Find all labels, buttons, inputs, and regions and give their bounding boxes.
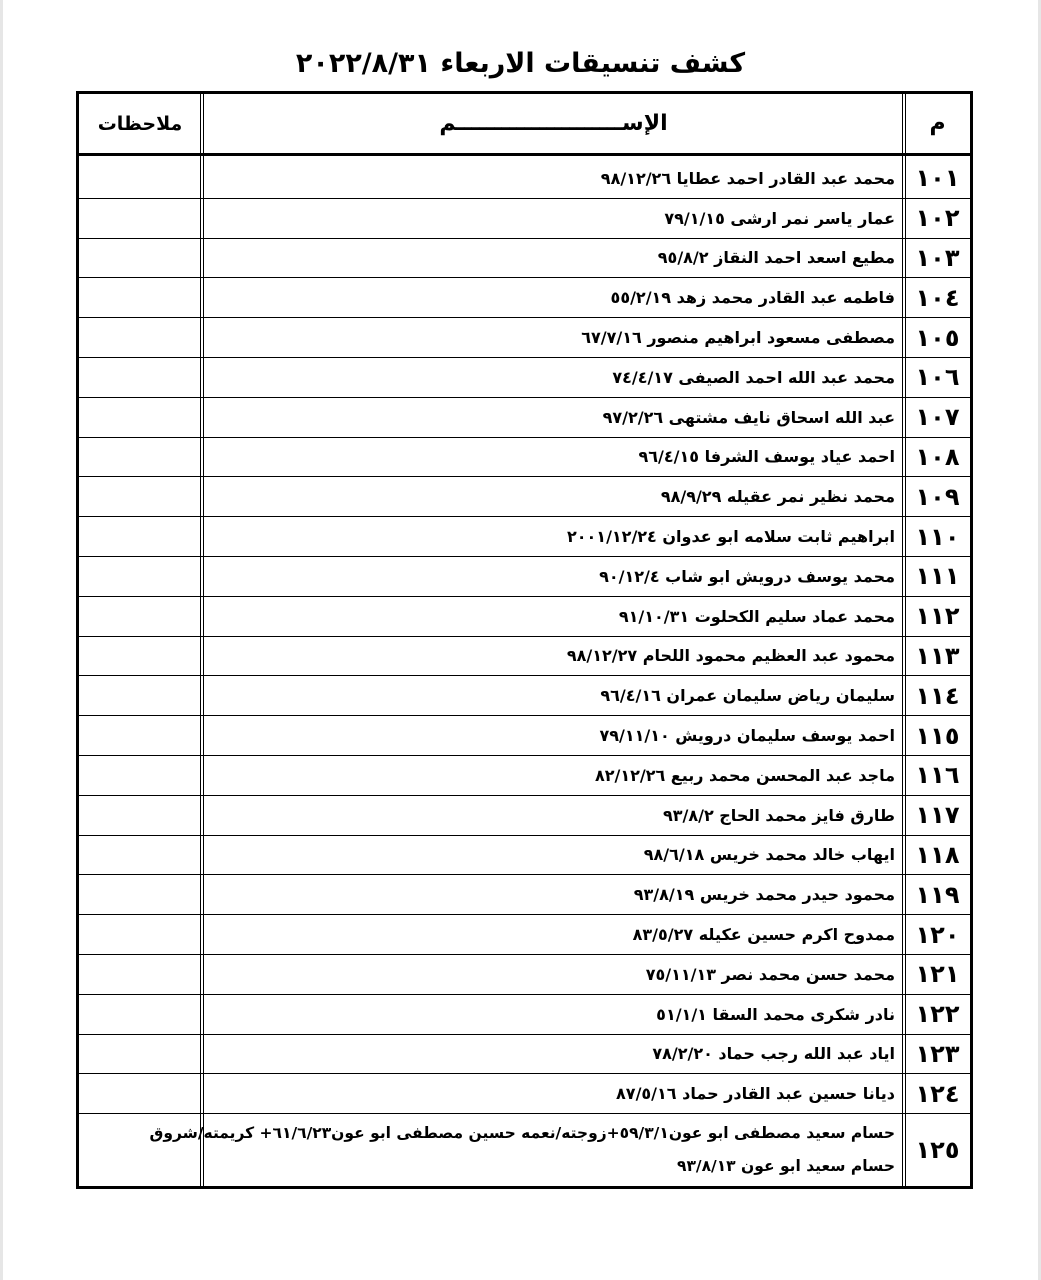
header-notes: ملاحظات <box>97 112 183 135</box>
row-notes <box>79 955 200 994</box>
row-number: ١٠١ <box>915 164 960 193</box>
row-name <box>205 915 899 954</box>
row-name <box>205 1074 899 1113</box>
row-number: ١١٩ <box>915 880 960 909</box>
row-number: ١١٢ <box>915 602 960 631</box>
row-number: ١٠٤ <box>915 283 960 312</box>
row-number: ١٢٤ <box>915 1079 960 1108</box>
table-row <box>79 915 970 955</box>
table-header-row <box>79 94 970 156</box>
row-notes <box>79 716 200 755</box>
row-number: ١٢٢ <box>915 1000 960 1029</box>
header-number: م <box>929 111 946 136</box>
row-number: ١٠٨ <box>915 442 960 471</box>
table-row <box>79 398 970 438</box>
row-name <box>205 995 899 1034</box>
row-name-line: طارق فايز محمد الحاج ٩٣/٨/٢ <box>662 805 895 825</box>
row-number: ١٠٦ <box>915 363 960 392</box>
row-notes <box>79 199 200 238</box>
row-notes <box>79 239 200 278</box>
row-notes <box>79 477 200 516</box>
row-notes <box>79 557 200 596</box>
row-name <box>205 517 899 556</box>
row-notes <box>79 875 200 914</box>
row-name <box>205 239 899 278</box>
table-row <box>79 358 970 398</box>
row-name-line: محمد حسن محمد نصر ٧٥/١١/١٣ <box>645 964 895 984</box>
row-name-line: احمد عياد يوسف الشرفا ٩٦/٤/١٥ <box>638 447 895 467</box>
row-name <box>205 756 899 795</box>
row-notes <box>79 1074 200 1113</box>
row-notes <box>79 398 200 437</box>
row-name <box>205 1035 899 1074</box>
row-name-line: محمد عبد الله احمد الصيفى ٧٤/٤/١٧ <box>612 367 895 387</box>
row-name-line: ايهاب خالد محمد خريس ٩٨/٦/١٨ <box>643 845 895 865</box>
row-number: ١٠٥ <box>915 323 960 352</box>
row-name-line: حسام سعيد ابو عون ٩٣/٨/١٣ <box>677 1157 895 1176</box>
row-name <box>205 278 899 317</box>
row-name <box>205 477 899 516</box>
table-row <box>79 716 970 756</box>
row-name-line: عبد الله اسحاق نايف مشتهى ٩٧/٢/٢٦ <box>602 407 895 427</box>
row-name-line: حسام سعيد مصطفى ابو عون٥٩/٣/١+زوجته/نعمه حسين مصطفى ابو عون٦١/٦/٢٣+ كريمته/شروق <box>149 1124 895 1143</box>
row-name-line: ابراهيم ثابت سلامه ابو عدوان ٢٠٠١/١٢/٢٤ <box>567 527 895 547</box>
table-row <box>79 836 970 876</box>
row-notes <box>79 597 200 636</box>
row-name-line: محمود حيدر محمد خريس ٩٣/٨/١٩ <box>633 885 895 905</box>
row-name-line: فاطمه عبد القادر محمد زهد ٥٥/٢/١٩ <box>610 288 895 308</box>
row-name-line: محمد يوسف درويش ابو شاب ٩٠/١٢/٤ <box>599 566 895 586</box>
row-notes <box>79 836 200 875</box>
row-name <box>205 557 899 596</box>
row-name <box>205 955 899 994</box>
table-row <box>79 955 970 995</box>
table-row <box>79 557 970 597</box>
table-row <box>79 159 970 199</box>
row-number: ١٠٣ <box>915 243 960 272</box>
row-name-line: مطيع اسعد احمد النقاز ٩٥/٨/٢ <box>657 248 895 268</box>
row-name <box>205 875 899 914</box>
row-notes <box>79 676 200 715</box>
row-number: ١٢٥ <box>915 1136 960 1165</box>
row-notes <box>79 1114 200 1186</box>
row-name <box>205 438 899 477</box>
table-row <box>79 1035 970 1075</box>
row-name-line: ديانا حسين عبد القادر حماد ٨٧/٥/١٦ <box>616 1084 895 1104</box>
row-notes <box>79 796 200 835</box>
row-name <box>205 716 899 755</box>
row-number: ١١٦ <box>915 761 960 790</box>
row-notes <box>79 438 200 477</box>
row-notes <box>79 1035 200 1074</box>
row-name <box>205 676 899 715</box>
header-name: الإســــــــــــــــــــــم <box>439 111 668 136</box>
row-number: ١١١ <box>915 562 960 591</box>
row-number: ١٢٣ <box>915 1039 960 1068</box>
row-name <box>205 398 899 437</box>
row-name <box>205 597 899 636</box>
row-number: ١١٣ <box>915 641 960 670</box>
row-name <box>205 199 899 238</box>
table-row <box>79 278 970 318</box>
table-row <box>79 875 970 915</box>
row-name-line: اياد عبد الله رجب حماد ٧٨/٢/٢٠ <box>652 1044 895 1064</box>
table-row <box>79 637 970 677</box>
row-number: ١١٠ <box>915 522 960 551</box>
row-number: ١١٧ <box>915 801 960 830</box>
row-name <box>205 318 899 357</box>
row-name-line: سليمان رياض سليمان عمران ٩٦/٤/١٦ <box>600 686 895 706</box>
table-row <box>79 676 970 716</box>
row-name-line: مصطفى مسعود ابراهيم منصور ٦٧/٧/١٦ <box>581 328 895 348</box>
row-notes <box>79 995 200 1034</box>
row-notes <box>79 517 200 556</box>
table-row <box>79 1074 970 1114</box>
row-name-line: محمد نظير نمر عقيله ٩٨/٩/٢٩ <box>660 487 895 507</box>
table-row <box>79 318 970 358</box>
table-row <box>79 1114 970 1186</box>
row-notes <box>79 278 200 317</box>
row-name-line: ماجد عبد المحسن محمد ربيع ٨٢/١٢/٢٦ <box>594 765 895 785</box>
row-number: ١٢٠ <box>915 920 960 949</box>
row-name-line: محمد عماد سليم الكحلوت ٩١/١٠/٣١ <box>618 606 895 626</box>
row-name-line: محمد عبد القادر احمد عطايا ٩٨/١٢/٢٦ <box>600 168 895 188</box>
table-row <box>79 995 970 1035</box>
table-row <box>79 438 970 478</box>
table-row <box>79 477 970 517</box>
table-row <box>79 756 970 796</box>
table-row <box>79 239 970 279</box>
row-name <box>205 358 899 397</box>
row-notes <box>79 318 200 357</box>
row-number: ١٢١ <box>915 960 960 989</box>
row-name <box>205 796 899 835</box>
names-table <box>76 91 973 1189</box>
table-row <box>79 517 970 557</box>
table-row <box>79 796 970 836</box>
row-number: ١١٥ <box>915 721 960 750</box>
row-name <box>149 1114 899 1186</box>
row-name-line: محمود عبد العظيم محمود اللحام ٩٨/١٢/٢٧ <box>566 646 895 666</box>
row-name <box>205 836 899 875</box>
row-notes <box>79 637 200 676</box>
row-name-line: احمد يوسف سليمان درويش ٧٩/١١/١٠ <box>599 726 895 746</box>
row-number: ١١٨ <box>915 840 960 869</box>
row-name <box>205 159 899 198</box>
row-notes <box>79 159 200 198</box>
row-notes <box>79 756 200 795</box>
row-number: ١٠٢ <box>915 204 960 233</box>
row-name <box>205 637 899 676</box>
table-row <box>79 597 970 637</box>
row-number: ١٠٩ <box>915 482 960 511</box>
row-name-line: ممدوح اكرم حسين عكيله ٨٣/٥/٢٧ <box>632 925 895 945</box>
row-number: ١٠٧ <box>915 403 960 432</box>
row-notes <box>79 915 200 954</box>
row-number: ١١٤ <box>915 681 960 710</box>
page-title: كشف تنسيقات الاربعاء ٢٠٢٢/٨/٣١ <box>295 48 746 79</box>
table-row <box>79 199 970 239</box>
row-notes <box>79 358 200 397</box>
row-name-line: نادر شكرى محمد السقا ٥١/١/١ <box>656 1004 895 1024</box>
row-name-line: عمار ياسر نمر ارشى ٧٩/١/١٥ <box>664 208 895 228</box>
